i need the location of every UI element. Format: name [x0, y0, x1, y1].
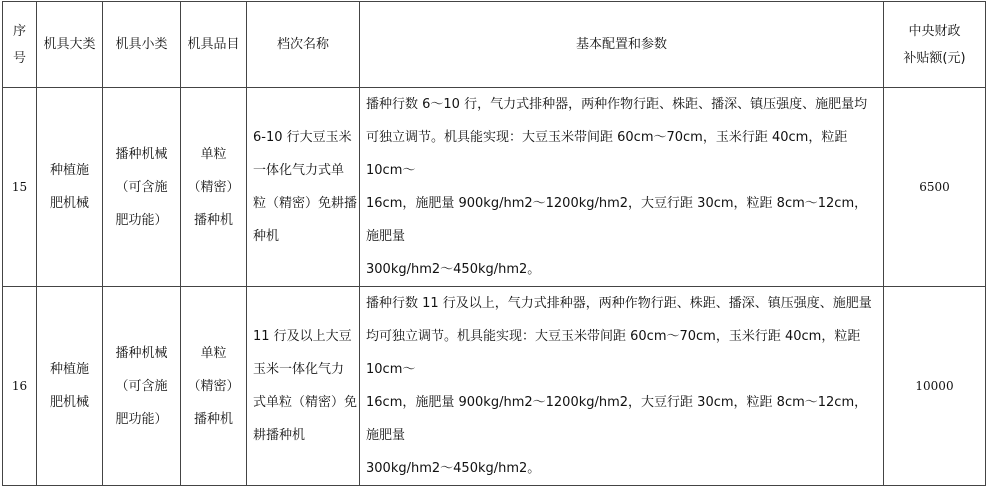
row-category: 种植施 肥机械 — [37, 287, 103, 486]
row-item: 单粒 （精密） 播种机 — [181, 88, 247, 287]
table-row — [3, 88, 986, 287]
row-grade: 6-10 行大豆玉米 一体化气力式单 粒（精密）免耕播 种机 — [247, 88, 360, 287]
header-subcategory: 机具小类 — [103, 2, 181, 88]
row-seq: 16 — [3, 287, 37, 486]
header-config: 基本配置和参数 — [360, 2, 884, 88]
subsidy-table — [2, 1, 986, 486]
row-subcategory: 播种机械 （可含施 肥功能） — [103, 88, 181, 287]
table-row — [3, 287, 986, 486]
row-config: 播种行数 11 行及以上，气力式排种器，两种作物行距、株距、播深、镇压强度、施肥量 均可独立调节。机具能实现：大豆玉米带间距 60cm～70cm，玉米行距 40cm，粒距 10cm～ 16cm，施肥量 900kg/hm2～1200kg/hm2，大豆行距 30cm，粒距 8cm～12cm，施肥量 300kg/hm2～450kg/hm2。 — [360, 287, 884, 486]
row-seq: 15 — [3, 88, 37, 287]
header-grade: 档次名称 — [247, 2, 360, 88]
row-category: 种植施 肥机械 — [37, 88, 103, 287]
row-item: 单粒 （精密） 播种机 — [181, 287, 247, 486]
row-subcategory: 播种机械 （可含施 肥功能） — [103, 287, 181, 486]
row-subsidy: 10000 — [884, 287, 986, 486]
header-subsidy: 中央财政 补贴额(元) — [884, 2, 986, 88]
header-row — [3, 2, 986, 88]
header-category: 机具大类 — [37, 2, 103, 88]
row-grade: 11 行及以上大豆 玉米一体化气力 式单粒（精密）免 耕播种机 — [247, 287, 360, 486]
row-config: 播种行数 6～10 行，气力式排种器，两种作物行距、株距、播深、镇压强度、施肥量均 可独立调节。机具能实现：大豆玉米带间距 60cm～70cm，玉米行距 40cm，粒距 10cm～ 16cm，施肥量 900kg/hm2～1200kg/hm2，大豆行距 30cm，粒距 8cm～12cm，施肥量 300kg/hm2～450kg/hm2。 — [360, 88, 884, 287]
header-item: 机具品目 — [181, 2, 247, 88]
header-seq: 序 号 — [3, 2, 37, 88]
row-subsidy: 6500 — [884, 88, 986, 287]
